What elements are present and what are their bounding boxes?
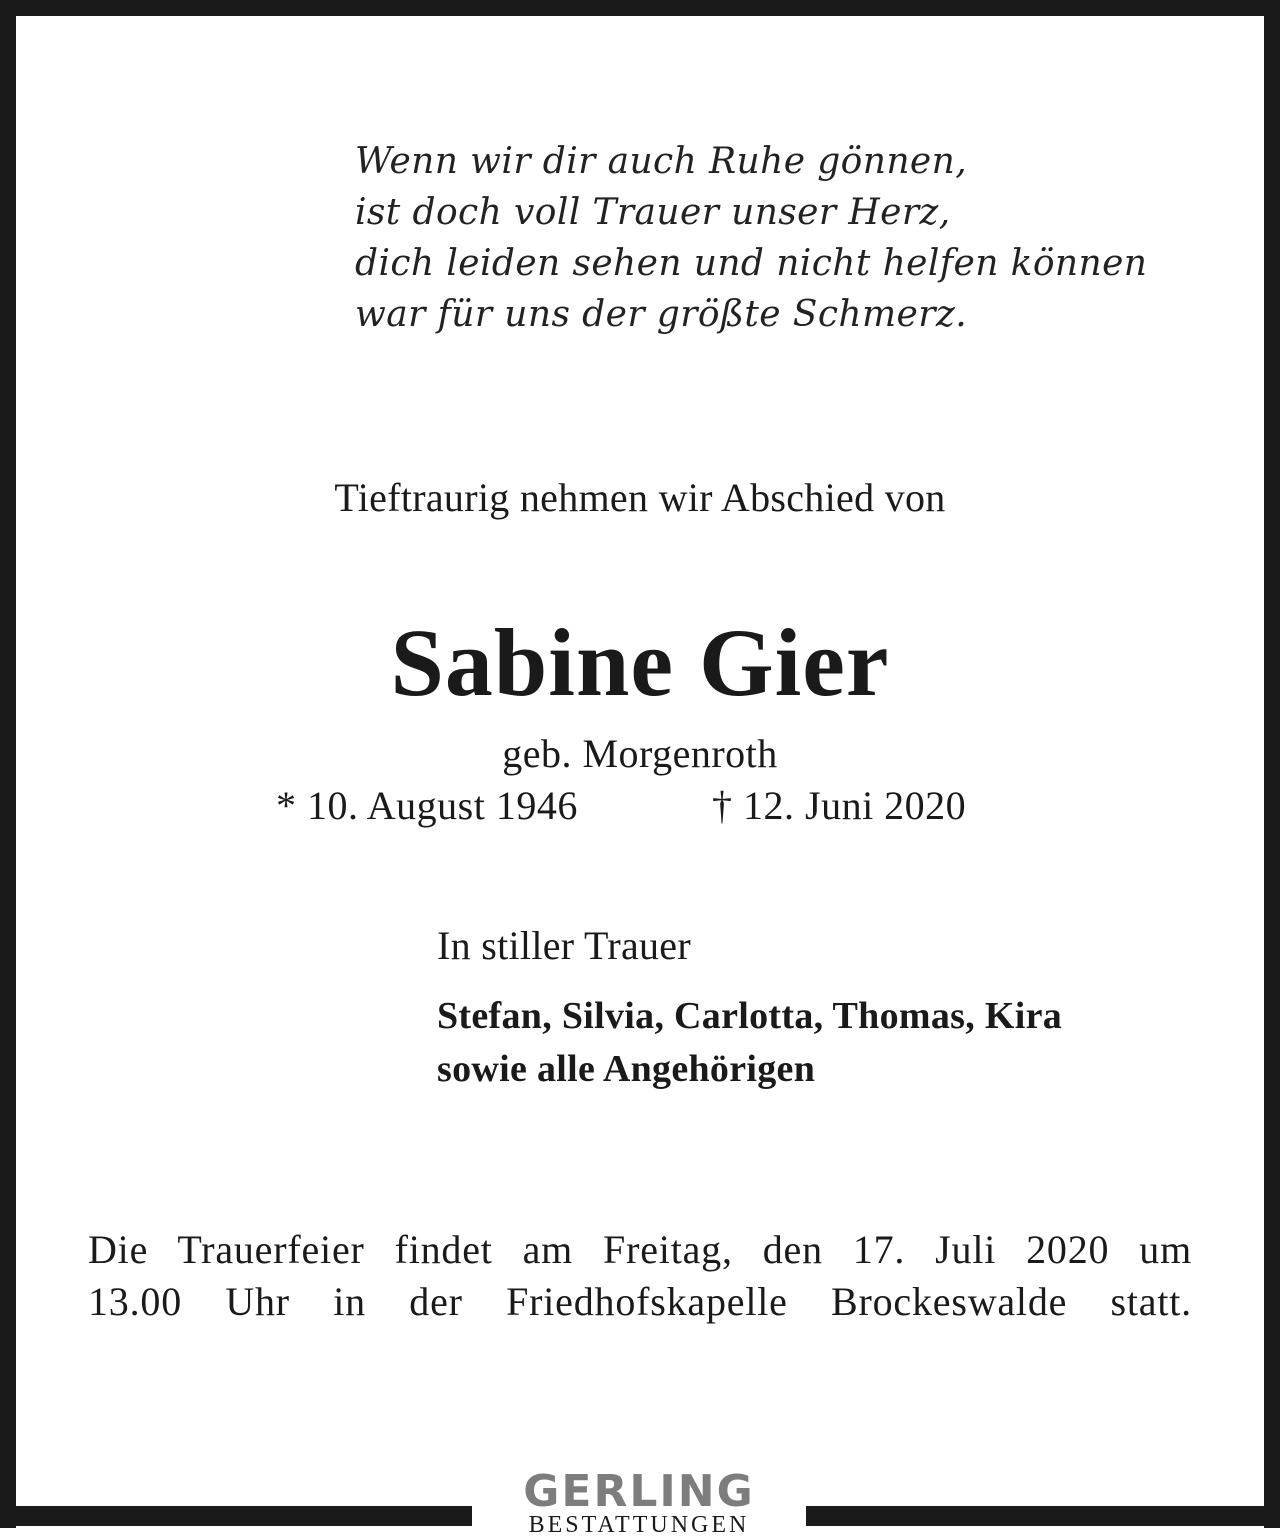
poem-line: ist doch voll Trauer unser Herz, [355, 192, 951, 233]
birth-date: * 10. August 1946 [276, 783, 578, 828]
memorial-poem [355, 136, 1147, 340]
ceremony-line: 13.00 Uhr in der Friedhofskapelle Brockeswalde statt. [88, 1279, 1192, 1324]
border-top [0, 0, 1280, 16]
family-line: Stefan, Silvia, Carlotta, Thomas, Kira [437, 995, 1063, 1037]
maiden-name: geb. Morgenroth [502, 731, 778, 776]
border-bottom-left [0, 1506, 472, 1526]
family-line: sowie alle Angehörigen [437, 1048, 816, 1090]
death-date: † 12. Juni 2020 [712, 783, 967, 828]
border-bottom-right [806, 1506, 1280, 1526]
funeral-home-logo [472, 1466, 806, 1538]
logo-subtitle: BESTATTUNGEN [528, 1512, 750, 1538]
family-names [437, 990, 1062, 1096]
ceremony-line: Die Trauerfeier findet am Freitag, den 17. Juli 2020 um [88, 1227, 1192, 1272]
poem-line: war für uns der größte Schmerz. [355, 294, 968, 335]
intro-text: Tieftraurig nehmen wir Abschied von [334, 475, 946, 520]
poem-line: Wenn wir dir auch Ruhe gönnen, [355, 141, 968, 182]
deceased-name: Sabine Gier [390, 609, 890, 716]
ceremony-info [88, 1224, 1192, 1328]
poem-line: dich leiden sehen und nicht helfen können [355, 243, 1148, 284]
logo-name: GERLING [523, 1466, 755, 1517]
mourning-label: In stiller Trauer [437, 923, 691, 968]
